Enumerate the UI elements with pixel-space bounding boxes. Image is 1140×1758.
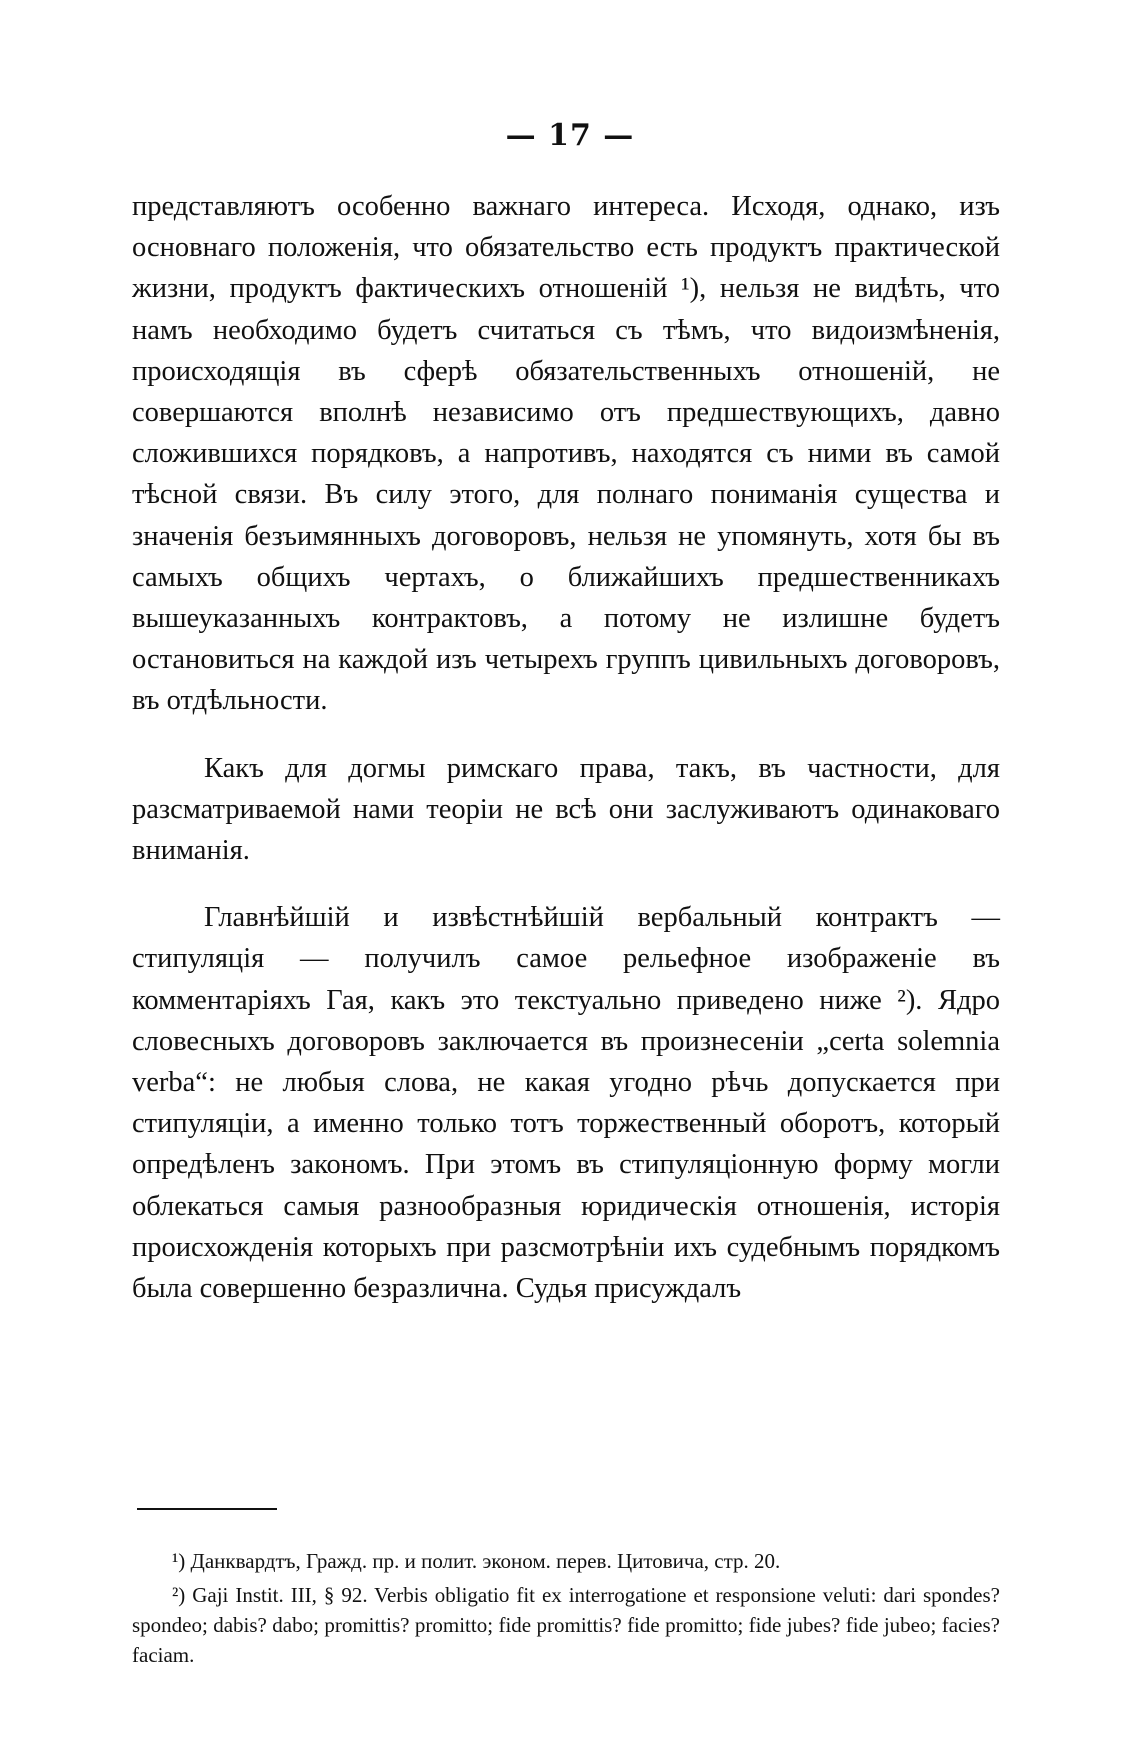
footnote-separator — [137, 1508, 277, 1510]
main-text — [132, 186, 1000, 1335]
footnote-2: ²) Gaji Instit. III, § 92. Verbis obligatio fit ex interrogatione et responsione veluti: dari spondes? spondeo; dabis? dabo; promittis? promitto; fide promittis? fide promitto; fide jubes? fide jubeo; facies? faciam. — [132, 1583, 1000, 1667]
paragraph-1: представляютъ особенно важнаго интереса. Исходя, однако, изъ основнаго положенія, что обязательство есть продуктъ практической жизни, продуктъ фактическихъ отношеній ¹), нельзя не видѣть, что намъ необходимо будетъ считаться съ тѣмъ, что видоизмѣненія, происходящія въ сферѣ обязательственныхъ отношеній, не совершаются вполнѣ независимо отъ предшествующихъ, давно сложившихся порядковъ, а напротивъ, находятся съ ними въ самой тѣсной связи. Въ силу этого, для полнаго пониманія существа и значенія безъимянныхъ договоровъ, нельзя не упомянуть, хотя бы въ самыхъ общихъ чертахъ, о ближайшихъ предшественникахъ вышеуказанныхъ контрактовъ, а потому не излишне будетъ остановиться на каждой изъ четырехъ группъ цивильныхъ договоровъ, въ отдѣльности. — [132, 191, 1000, 717]
page-number: — 17 — — [505, 118, 635, 153]
paragraph-2: Какъ для догмы римскаго права, такъ, въ частности, для разсматриваемой нами теоріи не всѣ они заслуживаютъ одинаковаго вниманія. — [132, 752, 1000, 867]
footnote-1: ¹) Данквардтъ, Гражд. пр. и полит. эконом. перев. Цитовича, стр. 20. — [172, 1549, 781, 1573]
paragraph-3: Главнѣйшій и извѣстнѣйшій вербальный контрактъ — стипуляція — получилъ самое рельефное изображеніе въ комментаріяхъ Гая, какъ это текстуально приведено ниже ²). Ядро словесныхъ договоровъ заключается въ произнесеніи „certa solemnia verba“: не любыя слова, не какая угодно рѣчь допускается при стипуляціи, а именно только тотъ торжественный оборотъ, который опредѣленъ закономъ. При этомъ въ стипуляціонную форму могли облекаться самыя разнообразныя юридическія отношенія, исторія происхожденія которыхъ при разсмотрѣніи ихъ судебнымъ порядкомъ была совершенно безразлична. Судья присуждалъ — [132, 902, 1000, 1305]
footnotes — [132, 1508, 1000, 1674]
